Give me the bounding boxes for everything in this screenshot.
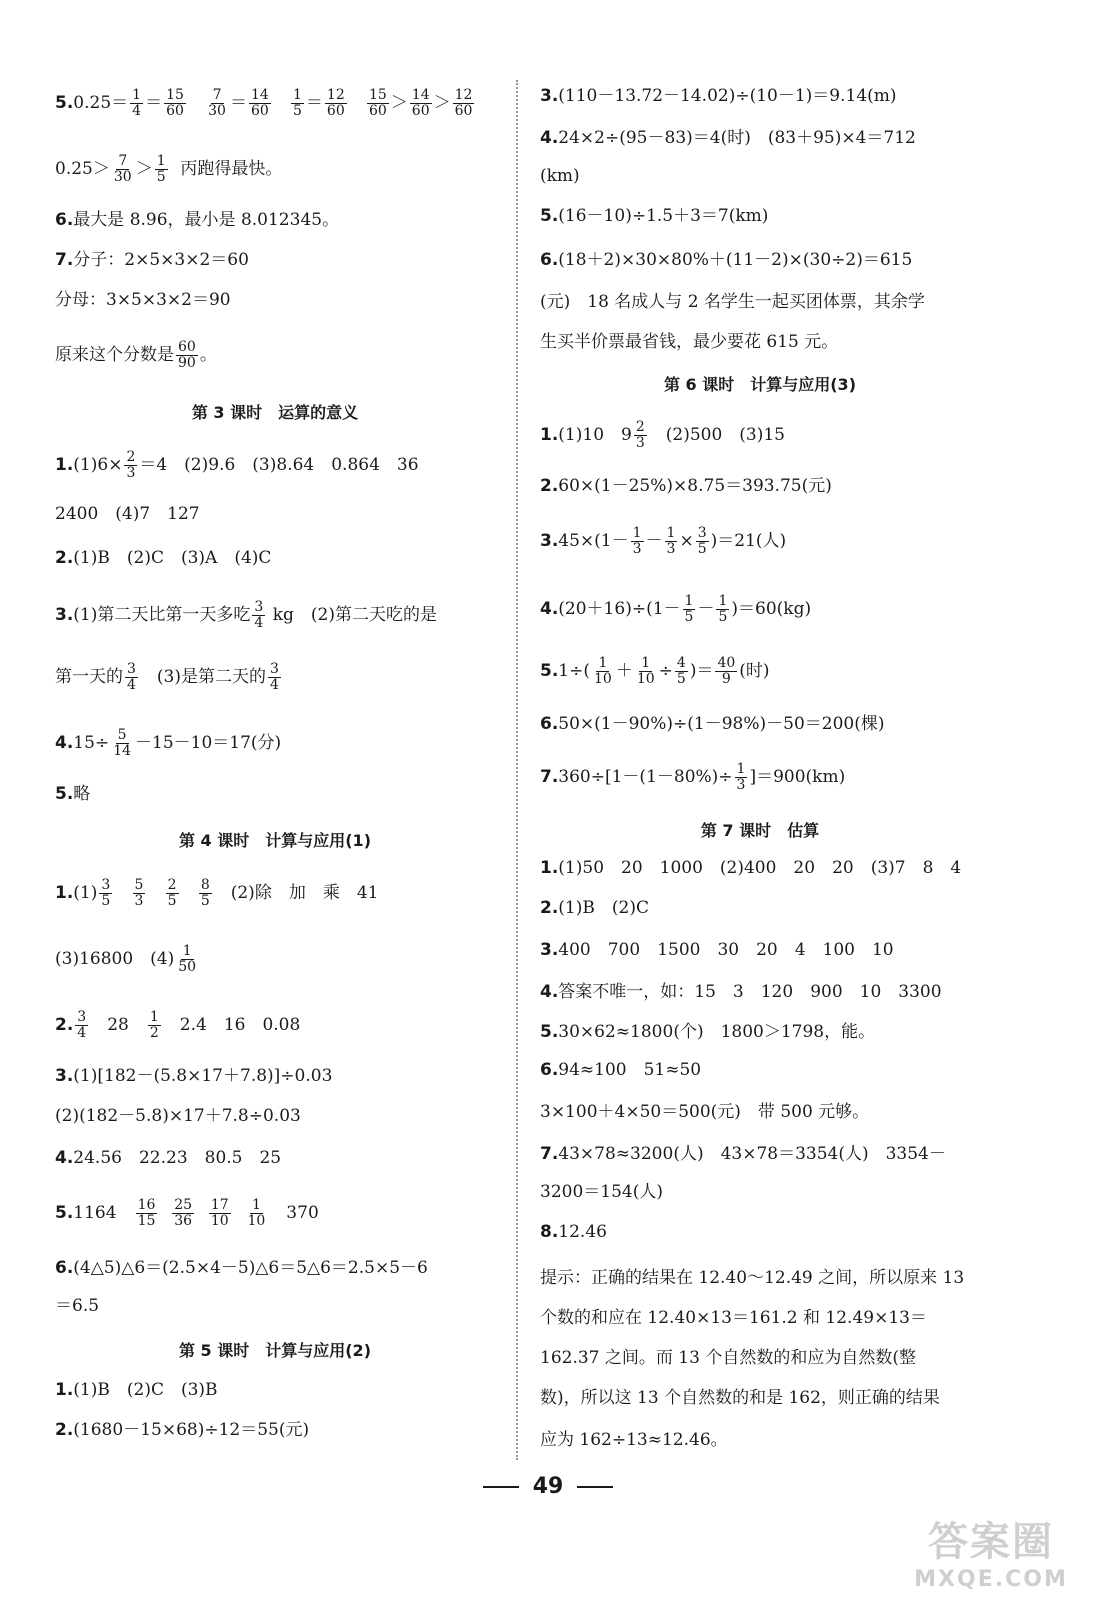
answer-line: 5.30×62≈1800(个) 1800＞1798，能。: [540, 1022, 876, 1042]
answer-line: 3.400 700 1500 30 20 4 100 10: [540, 940, 894, 960]
answer-line: 0.25＞ $\frac{7}{30}$ ＞ $\frac{1}{5}$ 丙跑得最快。: [55, 153, 283, 185]
answer-line: 个数的和应在 12.40×13＝161.2 和 12.49×13＝: [540, 1308, 927, 1328]
answer-line: 应为 162÷13≈12.46。: [540, 1430, 728, 1450]
answer-line: (元) 18 名成人与 2 名学生一起买团体票，其余学: [540, 292, 925, 312]
answer-line: 7.分子：2×5×3×2＝60: [55, 250, 249, 270]
answer-line: 6.(4△5)△6＝(2.5×4－5)△6＝5△6＝2.5×5－6: [55, 1258, 428, 1278]
answer-line: 4.(20＋16)÷(1－ $\frac{1}{5}$ － $\frac{1}{5}$ )＝60(kg): [540, 593, 812, 625]
answer-line: 3×100＋4×50＝500(元) 带 500 元够。: [540, 1102, 870, 1122]
answer-line: 第一天的 $\frac{3}{4}$ (3)是第二天的 $\frac{3}{4}$: [55, 661, 279, 693]
answer-line: 4.答案不唯一，如：15 3 120 900 10 3300: [540, 982, 942, 1002]
answer-line: 3.45×(1－ $\frac{1}{3}$ － $\frac{1}{3}$ × $\frac{3}{5}$ )＝21(人): [540, 525, 787, 557]
answer-line: 6.(18＋2)×30×80%＋(11－2)×(30÷2)＝615: [540, 250, 913, 270]
answer-line: 4.24.56 22.23 80.5 25: [55, 1148, 282, 1168]
answer-line: 5.略: [55, 784, 91, 804]
answer-line: 6.50×(1－90%)÷(1－98%)－50＝200(棵): [540, 714, 885, 734]
answer-line: 1.(1)B (2)C (3)B: [55, 1380, 218, 1400]
answer-line: 提示：正确的结果在 12.40～12.49 之间，所以原来 13: [540, 1268, 965, 1288]
answer-line: 7.43×78≈3200(人) 43×78＝3354(人) 3354－: [540, 1144, 946, 1164]
watermark-title: 答案圈: [928, 1519, 1054, 1565]
answer-line: ＝6.5: [55, 1296, 100, 1316]
answer-line: 3.(1)[182－(5.8×17＋7.8)]÷0.03: [55, 1066, 333, 1086]
answer-line: 2. $\frac{3}{4}$ 28 $\frac{1}{2}$ 2.4 16 0.08: [55, 1009, 301, 1041]
answer-line: 数)，所以这 13 个自然数的和是 162，则正确的结果: [540, 1388, 940, 1408]
answer-line: 5.(16－10)÷1.5＋3＝7(km): [540, 206, 769, 226]
answer-line: 4.15÷ $\frac{5}{14}$ －15－10＝17(分): [55, 727, 282, 759]
answer-line: 5.0.25＝ $\frac{1}{4}$ ＝ $\frac{15}{60}$ $\frac{7}{30}$ ＝ $\frac{14}{60}$ $\frac{1}{5}$ ＝ $\frac{12}{60}$ $\frac{15}{60}$ ＞ $\frac{14}{60}$ ＞ $\frac{12}{60}$: [55, 87, 473, 119]
section-heading: 第 5 课时 计算与应用(2): [178, 1341, 372, 1360]
answer-line: 3200＝154(人): [540, 1182, 663, 1202]
answer-line: 2.60×(1－25%)×8.75＝393.75(元): [540, 476, 832, 496]
answer-line: 2.(1)B (2)C (3)A (4)C: [55, 548, 272, 568]
answer-line: 分母：3×5×3×2＝90: [55, 290, 231, 310]
answer-line: 5.1164 $\frac{16}{15}$ $\frac{25}{36}$ $\frac{17}{10}$ $\frac{1}{10}$ 370: [55, 1197, 319, 1229]
answer-line: 4.24×2÷(95－83)＝4(时) (83＋95)×4＝712: [540, 128, 916, 148]
answer-line: (3)16800 (4) $\frac{1}{50}$: [55, 943, 197, 975]
page-number-right-dash: [577, 1486, 613, 1488]
answer-line: 6.最大是 8.96，最小是 8.012345。: [55, 210, 340, 230]
answer-line: 2400 (4)7 127: [55, 504, 200, 524]
section-heading: 第 3 课时 运算的意义: [191, 403, 359, 422]
answer-line: (km): [540, 166, 580, 186]
answer-line: 2.(1)B (2)C: [540, 898, 649, 918]
watermark-url: MXQE.COM: [914, 1567, 1068, 1592]
page-number-left-dash: [483, 1486, 519, 1488]
section-heading: 第 6 课时 计算与应用(3): [663, 375, 857, 394]
column-divider: [516, 80, 518, 1460]
answer-line: (2)(182－5.8)×17＋7.8÷0.03: [55, 1106, 301, 1126]
answer-line: 原来这个分数是 $\frac{60}{90}$ 。: [55, 339, 217, 371]
answer-line: 162.37 之间。而 13 个自然数的和应为自然数(整: [540, 1348, 916, 1368]
section-heading: 第 7 课时 估算: [700, 821, 820, 840]
page-number: [0, 1474, 1096, 1499]
page-number-text: 49: [532, 1474, 564, 1499]
answer-line: 生买半价票最省钱，最少要花 615 元。: [540, 332, 839, 352]
answer-line: 1.(1)10 9 $\frac{2}{3}$ (2)500 (3)15: [540, 419, 785, 451]
answer-line: 3.(1)第二天比第一天多吃 $\frac{3}{4}$ kg (2)第二天吃的是: [55, 599, 437, 631]
answer-line: 3.(110－13.72－14.02)÷(10－1)＝9.14(m): [540, 86, 897, 106]
answer-line: 7.360÷[1－(1－80%)÷ $\frac{1}{3}$ ]＝900(km): [540, 761, 846, 793]
answer-line: 1.(1)6× $\frac{2}{3}$ ＝4 (2)9.6 (3)8.64 0.864 36: [55, 449, 419, 481]
watermark-logo: [906, 1510, 1076, 1590]
answer-line: 1.(1)50 20 1000 (2)400 20 20 (3)7 8 4: [540, 858, 962, 878]
answer-line: 8.12.46: [540, 1222, 607, 1242]
section-heading: 第 4 课时 计算与应用(1): [178, 831, 372, 850]
answer-line: 5.1÷( $\frac{1}{10}$ ＋ $\frac{1}{10}$ ÷ $\frac{4}{5}$ )＝ $\frac{40}{9}$ (时): [540, 655, 770, 687]
answer-line: 2.(1680－15×68)÷12＝55(元): [55, 1420, 310, 1440]
answer-line: 1.(1) $\frac{3}{5}$ $\frac{5}{3}$ $\frac{2}{5}$ $\frac{8}{5}$ (2)除 加 乘 41: [55, 877, 379, 909]
answer-line: 6.94≈100 51≈50: [540, 1060, 702, 1080]
